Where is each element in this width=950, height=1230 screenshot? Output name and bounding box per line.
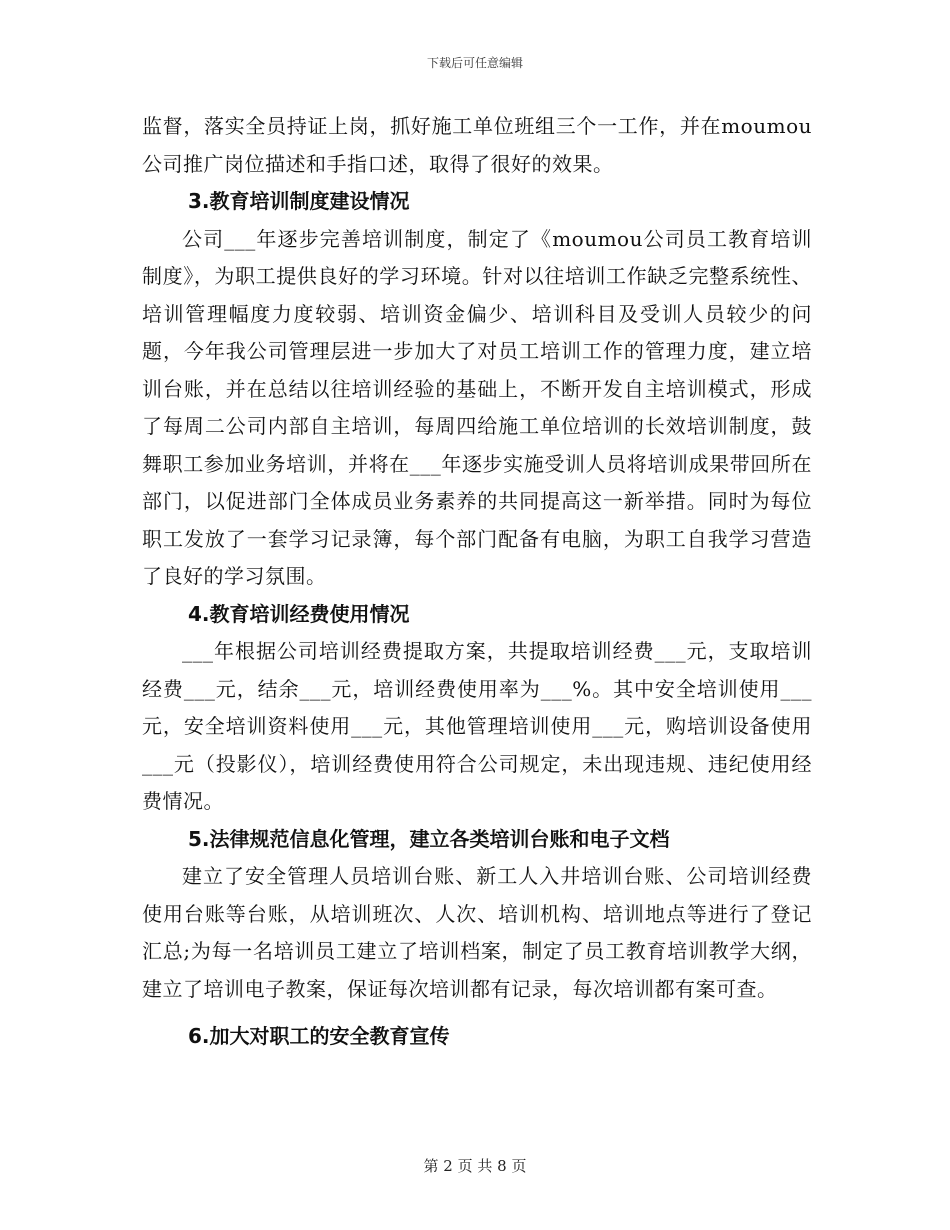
section-heading-3: 3.教育培训制度建设情况 <box>188 189 410 213</box>
document-body <box>142 108 812 1056</box>
section-heading-6: 6.加大对职工的安全教育宣传 <box>188 1024 450 1048</box>
header-note: 下载后可任意编辑 <box>426 56 523 70</box>
paragraph-section-3: 公司___年逐步完善培训制度，制定了《moumou公司员工教育培训制度》，为职工提供良好的学习环境。针对以往培训工作缺乏完整系统性、培训管理幅度力度较弱、培训资金偏少、培训科目及受训人员较少的问题，今年我公司管理层进一步加大了对员工培训工作的管理力度，建立培训台账，并在总结以往培训经验的基础上，不断开发自主培训模式，形成了每周二公司内部自主培训，每周四给施工单位培训的长效培训制度，鼓舞职工参加业务培训，并将在___年逐步实施受训人员将培训成果带回所在部门，以促进部门全体成员业务素养的共同提高这一新举措。同时为每位职工发放了一套学习记录簿，每个部门配备有电脑，为职工自我学习营造了良好的学习氛围。 <box>142 226 812 588</box>
paragraph-section-4: ___年根据公司培训经费提取方案，共提取培训经费___元，支取培训经费___元，结余___元，培训经费使用率为___%。其中安全培训使用___元，安全培训资料使用___元，其他管理培训使用___元，购培训设备使用___元（投影仪），培训经费使用符合公司规定，未出现违规、违纪使用经费情况。 <box>142 639 812 813</box>
section-heading-5: 5.法律规范信息化管理，建立各类培训台账和电子文档 <box>188 826 670 851</box>
page-number: 第 2 页 共 8 页 <box>423 1157 527 1175</box>
paragraph-intro: 监督，落实全员持证上岗，抓好施工单位班组三个一工作，并在moumou公司推广岗位描述和手指口述，取得了很好的效果。 <box>142 114 812 176</box>
paragraph-section-5: 建立了安全管理人员培训台账、新工人入井培训台账、公司培训经费使用台账等台账，从培训班次、人次、培训机构、培训地点等进行了登记汇总;为每一名培训员工建立了培训档案，制定了员工教育培训教学大纲，建立了培训电子教案，保证每次培训都有记录，每次培训都有案可查。 <box>142 864 812 1001</box>
section-heading-4: 4.教育培训经费使用情况 <box>188 601 410 626</box>
